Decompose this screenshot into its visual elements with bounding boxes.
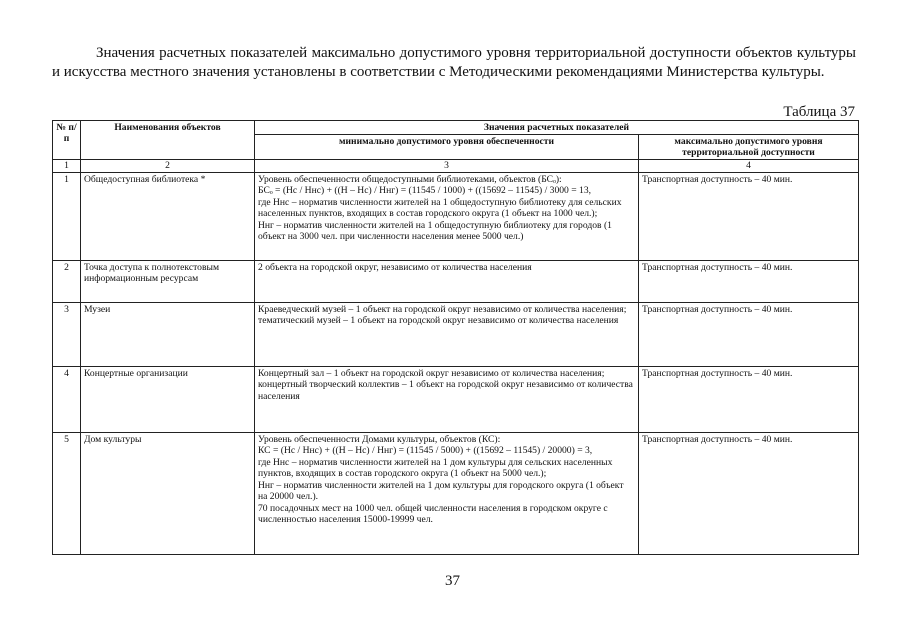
intro-paragraph	[52, 44, 856, 82]
column-number: 2	[81, 160, 255, 173]
table-row	[53, 432, 859, 554]
table-caption: Таблица 37	[783, 104, 855, 120]
min-level-line: Уровень обеспеченности Домами культуры, объектов (КС):	[258, 433, 501, 445]
min-level-line: Концертный зал – 1 объект на городской округ независимо от количества населения;	[258, 367, 605, 379]
min-level-line: где Ннс – норматив численности жителей на 1 общедоступную библиотеку для сельских населенных пунктов, входящих в состав городского округа (1 объект на 1000 чел.);	[258, 196, 622, 219]
object-name: Концертные организации	[81, 366, 255, 432]
min-level-cell	[255, 260, 639, 302]
row-number: 3	[53, 302, 81, 366]
min-level-line: БСₒ = (Нс / Ннс) + ((Н – Нс) / Ннг) = (11545 / 1000) + ((15692 – 11545) / 3000 = 13,	[258, 185, 592, 196]
header-name: Наименования объектов	[81, 121, 255, 160]
header-max-level: максимально допустимого уровня территориальной доступности	[639, 135, 859, 160]
min-level-line: 70 посадочных мест на 1000 чел. общей численности населения в городском округе с численностью населения 15000-19999 чел.	[258, 502, 608, 525]
max-level-cell: Транспортная доступность – 40 мин.	[639, 366, 859, 432]
column-number: 4	[639, 160, 859, 173]
header-row	[53, 121, 859, 135]
min-level-line: тематический музей – 1 объект на городской округ независимо от количества населения	[258, 315, 619, 326]
header-values-group: Значения расчетных показателей	[255, 121, 859, 135]
table-row	[53, 366, 859, 432]
table-row	[53, 302, 859, 366]
min-level-cell	[255, 172, 639, 260]
min-level-line: где Ннс – норматив численности жителей на 1 дом культуры для сельских населенных пунктов, входящих в состав городского округа (1 объект на 5000 чел.);	[258, 456, 613, 479]
table-row	[53, 172, 859, 260]
min-level-cell	[255, 432, 639, 554]
column-number: 1	[53, 160, 81, 173]
object-name: Дом культуры	[81, 432, 255, 554]
column-number: 3	[255, 160, 639, 173]
column-numbers-row	[53, 160, 859, 173]
row-number: 4	[53, 366, 81, 432]
min-level-line: КС = (Нс / Ннс) + ((Н – Нс) / Ннг) = (11545 / 5000) + ((15692 – 11545) / 20000) = 3,	[258, 445, 593, 456]
table-row	[53, 260, 859, 302]
header-min-level: минимально допустимого уровня обеспеченности	[255, 135, 639, 160]
max-level-cell: Транспортная доступность – 40 мин.	[639, 172, 859, 260]
max-level-cell: Транспортная доступность – 40 мин.	[639, 260, 859, 302]
row-number: 2	[53, 260, 81, 302]
page-number: 37	[445, 573, 460, 589]
min-level-cell	[255, 302, 639, 366]
max-level-cell: Транспортная доступность – 40 мин.	[639, 302, 859, 366]
header-num: № п/п	[53, 121, 81, 160]
row-number: 1	[53, 172, 81, 260]
intro-text: Значения расчетных показателей максимально допустимого уровня территориальной доступности объектов культуры и искусства местного значения установлены в соответствии с Методическими рекомендациями Министерства культуры.	[52, 45, 856, 80]
row-number: 5	[53, 432, 81, 554]
min-level-line: 2 объекта на городской округ, независимо от количества населения	[258, 261, 532, 273]
min-level-line: Краеведческий музей – 1 объект на городской округ независимо от количества населения;	[258, 303, 627, 315]
min-level-line: Уровень обеспеченности общедоступными библиотеками, объектов (БСₒ):	[258, 173, 562, 185]
max-level-cell: Транспортная доступность – 40 мин.	[639, 432, 859, 554]
min-level-line: Ннг – норматив численности жителей на 1 дом культуры для городского округа (1 объект на 20000 чел.).	[258, 479, 624, 502]
min-level-line: концертный творческий коллектив – 1 объект на городской округ независимо от количества населения	[258, 379, 633, 402]
object-name: Музеи	[81, 302, 255, 366]
min-level-cell	[255, 366, 639, 432]
object-name: Общедоступная библиотека *	[81, 172, 255, 260]
min-level-line: Ннг – норматив численности жителей на 1 общедоступную библиотеку для городов (1 объект на 3000 чел. при численности населения менее 5000 чел.)	[258, 219, 612, 242]
object-name: Точка доступа к полнотекстовым информационным ресурсам	[81, 260, 255, 302]
objects-table	[52, 120, 859, 555]
